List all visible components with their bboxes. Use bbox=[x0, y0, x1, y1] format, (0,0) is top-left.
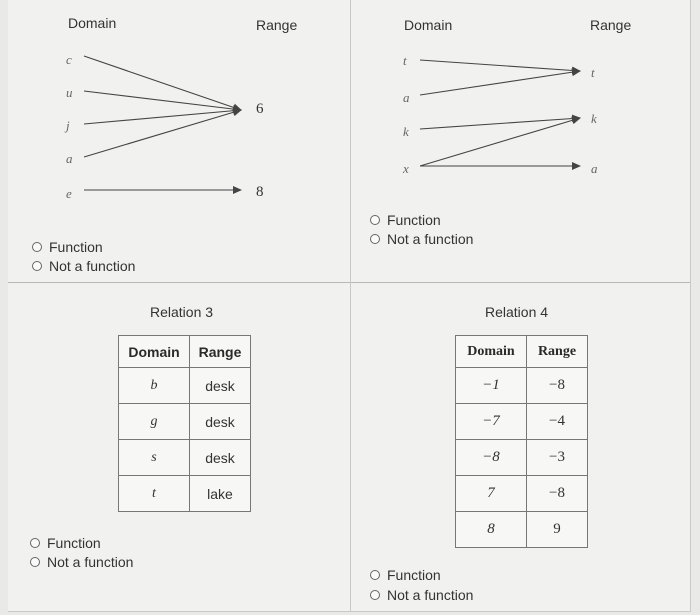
radio-icon[interactable] bbox=[32, 242, 42, 252]
p2-option-not-function[interactable] bbox=[370, 231, 473, 247]
domain-cell: −8 bbox=[456, 440, 527, 476]
domain-cell: g bbox=[119, 404, 190, 440]
p1-domain-item: j bbox=[66, 118, 70, 133]
p1-option-not-function[interactable] bbox=[32, 258, 135, 274]
radio-icon[interactable] bbox=[370, 234, 380, 244]
option-label: Function bbox=[47, 535, 101, 551]
option-label: Not a function bbox=[387, 587, 474, 603]
p2-range-item: k bbox=[591, 111, 597, 126]
range-cell: 9 bbox=[527, 512, 588, 548]
domain-cell: 7 bbox=[456, 476, 527, 512]
p1-range-item: 6 bbox=[256, 101, 264, 117]
p1-domain-item: c bbox=[66, 52, 72, 67]
p2-arrow-x-k bbox=[420, 118, 580, 166]
p2-domain-item: a bbox=[403, 90, 410, 105]
p4-relation-table bbox=[455, 335, 588, 548]
domain-cell: b bbox=[119, 368, 190, 404]
table-row bbox=[456, 368, 588, 404]
p1-domain-item: e bbox=[66, 186, 72, 201]
range-cell: −4 bbox=[527, 404, 588, 440]
range-cell: lake bbox=[190, 476, 251, 512]
range-cell: desk bbox=[190, 368, 251, 404]
range-cell: −3 bbox=[527, 440, 588, 476]
domain-cell: s bbox=[119, 440, 190, 476]
p1-domain-item: u bbox=[66, 85, 73, 100]
p2-arrow-t-t bbox=[420, 60, 580, 71]
table-row bbox=[119, 476, 251, 512]
table-header-range: Range bbox=[190, 336, 251, 368]
p3-option-function[interactable] bbox=[30, 535, 101, 551]
p1-range-header: Range bbox=[256, 17, 298, 33]
p1-range-item: 8 bbox=[256, 184, 264, 200]
p1-option-function[interactable] bbox=[32, 239, 103, 255]
range-cell: −8 bbox=[527, 476, 588, 512]
option-label: Function bbox=[49, 239, 103, 255]
domain-cell: t bbox=[119, 476, 190, 512]
p2-range-header: Range bbox=[590, 17, 632, 33]
option-label: Not a function bbox=[49, 258, 136, 274]
p2-domain-item: t bbox=[403, 53, 407, 68]
domain-cell: 8 bbox=[456, 512, 527, 548]
table-row bbox=[119, 404, 251, 440]
radio-icon[interactable] bbox=[30, 557, 40, 567]
p2-arrow-k-k bbox=[420, 118, 580, 129]
p4-option-not-function[interactable] bbox=[370, 587, 473, 603]
option-label: Not a function bbox=[387, 231, 474, 247]
table-row bbox=[119, 368, 251, 404]
p2-domain-item: k bbox=[403, 124, 409, 139]
radio-icon[interactable] bbox=[32, 261, 42, 271]
option-label: Not a function bbox=[47, 554, 134, 570]
domain-cell: −1 bbox=[456, 368, 527, 404]
p1-domain-item: a bbox=[66, 151, 73, 166]
table-header-row bbox=[119, 336, 251, 368]
table-header-domain: Domain bbox=[119, 336, 190, 368]
p3-title: Relation 3 bbox=[150, 304, 214, 320]
p2-domain-item: x bbox=[403, 161, 409, 176]
radio-icon[interactable] bbox=[370, 590, 380, 600]
range-cell: −8 bbox=[527, 368, 588, 404]
radio-icon[interactable] bbox=[370, 215, 380, 225]
table-row bbox=[119, 440, 251, 476]
p2-arrow-a-t bbox=[420, 71, 580, 95]
p3-relation-table bbox=[118, 335, 251, 512]
p2-option-function[interactable] bbox=[370, 212, 441, 228]
radio-icon[interactable] bbox=[30, 538, 40, 548]
p4-option-function[interactable] bbox=[370, 567, 441, 583]
p1-arrow-c-6 bbox=[84, 56, 241, 110]
table-header-row bbox=[456, 336, 588, 368]
p2-range-item: a bbox=[591, 161, 598, 176]
p3-option-not-function[interactable] bbox=[30, 554, 133, 570]
p2-domain-header: Domain bbox=[404, 17, 453, 33]
p4-title: Relation 4 bbox=[485, 304, 549, 320]
range-cell: desk bbox=[190, 440, 251, 476]
table-row bbox=[456, 476, 588, 512]
radio-icon[interactable] bbox=[370, 570, 380, 580]
domain-cell: −7 bbox=[456, 404, 527, 440]
table-row bbox=[456, 404, 588, 440]
table-header-domain: Domain bbox=[456, 336, 527, 368]
option-label: Function bbox=[387, 567, 441, 583]
range-cell: desk bbox=[190, 404, 251, 440]
p1-arrow-u-6 bbox=[84, 91, 241, 110]
p2-range-item: t bbox=[591, 65, 595, 80]
table-row bbox=[456, 440, 588, 476]
table-row bbox=[456, 512, 588, 548]
table-header-range: Range bbox=[527, 336, 588, 368]
p1-domain-header: Domain bbox=[68, 15, 117, 31]
option-label: Function bbox=[387, 212, 441, 228]
